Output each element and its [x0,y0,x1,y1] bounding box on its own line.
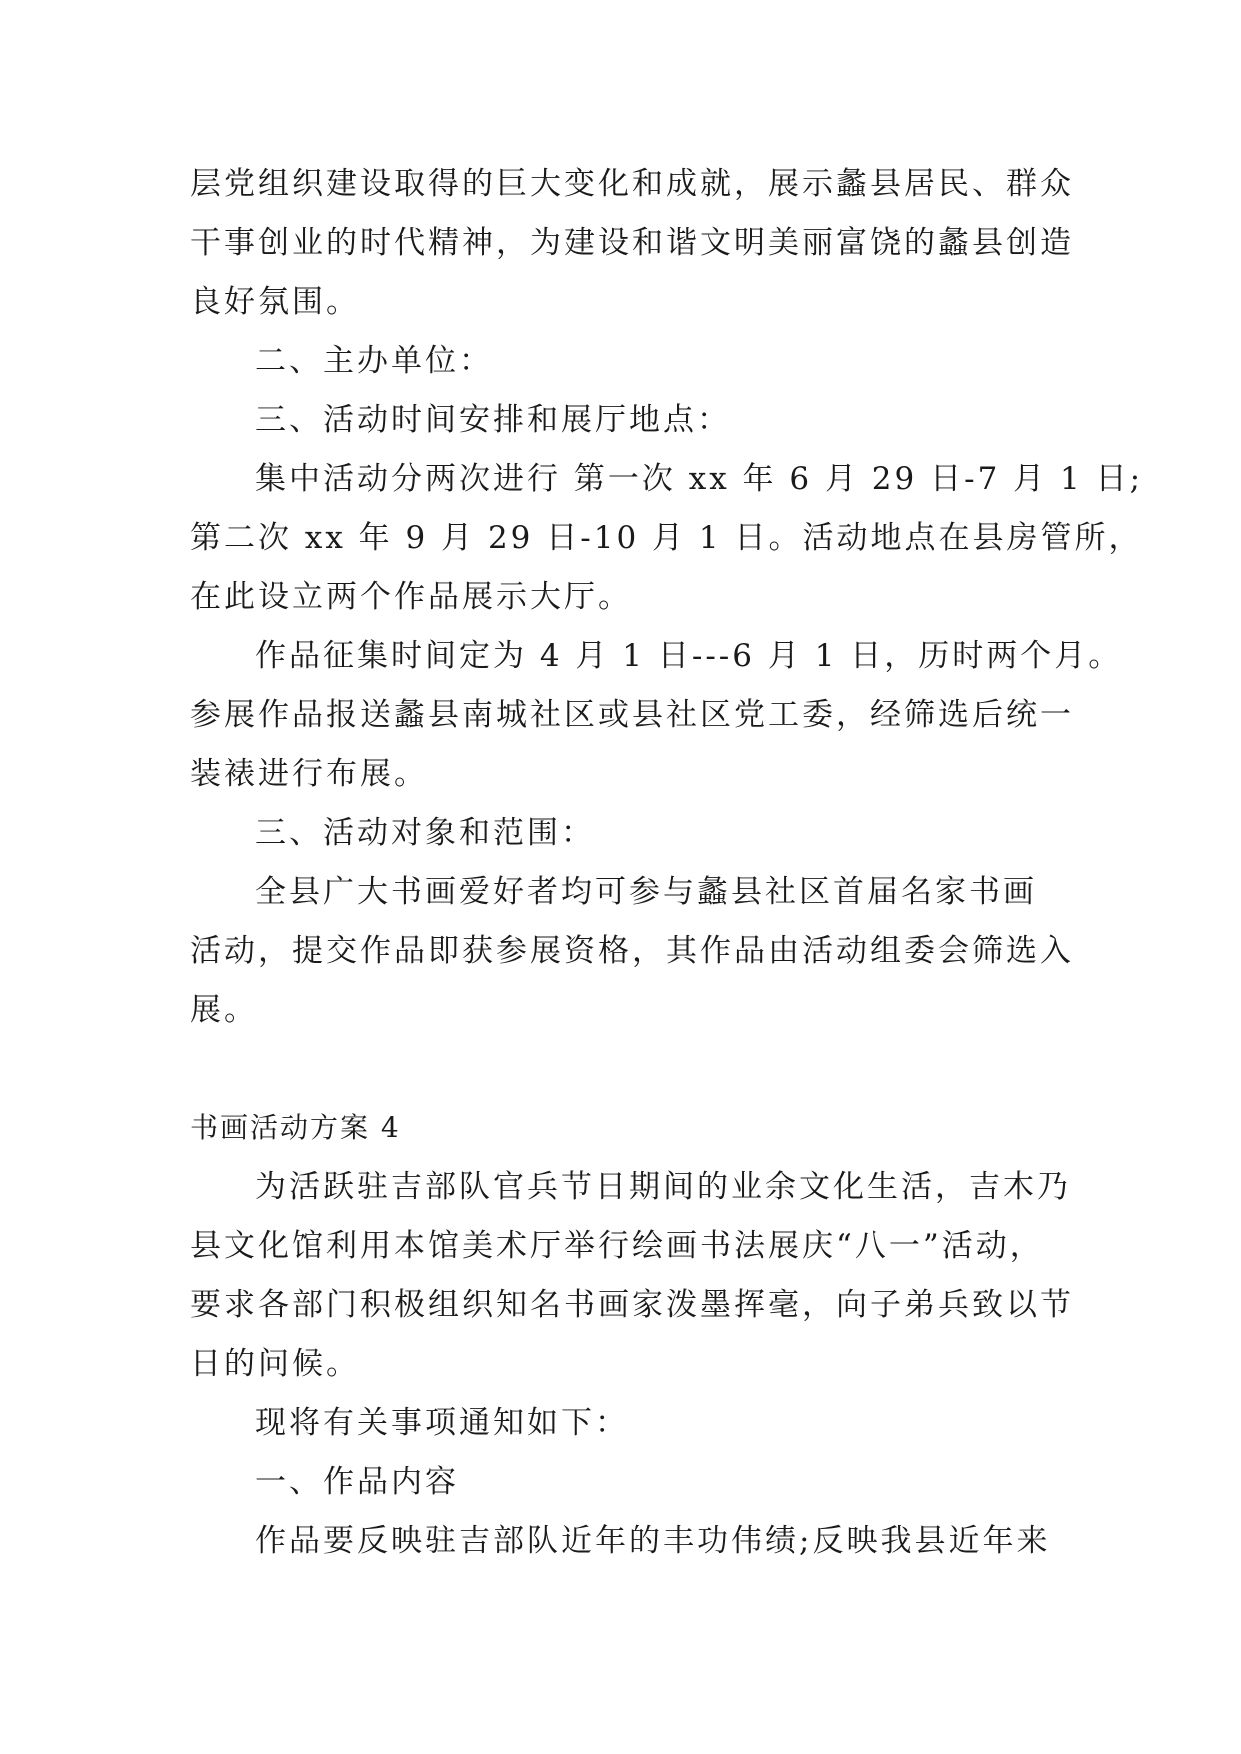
paragraph-line: 第二次 xx 年 9 月 29 日-10 月 1 日。活动地点在县房管所， [190,520,1143,556]
paragraph-line: 参展作品报送蠡县南城社区或县社区党工委，经筛选后统一 [190,697,1074,733]
paragraph-line: 现将有关事项通知如下： [255,1405,629,1441]
section-heading: 三、活动时间安排和展厅地点： [255,402,731,438]
paragraph-line: 集中活动分两次进行 第一次 xx 年 6 月 29 日-7 月 1 日; [255,461,1144,497]
paragraph-line: 全县广大书画爱好者均可参与蠡县社区首届名家书画 [255,874,1037,910]
paragraph-line: 层党组织建设取得的巨大变化和成就，展示蠡县居民、群众 [190,166,1074,202]
paragraph-line: 作品要反映驻吉部队近年的丰功伟绩;反映我县近年来 [255,1523,1051,1559]
paragraph-line: 在此设立两个作品展示大厅。 [190,579,632,615]
paragraph-line: 良好氛围。 [190,284,360,320]
paragraph-line: 干事创业的时代精神，为建设和谐文明美丽富饶的蠡县创造 [190,225,1074,261]
paragraph-line: 展。 [190,992,258,1028]
paragraph-line: 装裱进行布展。 [190,756,428,792]
paragraph-line: 活动，提交作品即获参展资格，其作品由活动组委会筛选入 [190,933,1074,969]
section-heading: 一、作品内容 [255,1464,459,1500]
document-title: 书画活动方案 4 [190,1111,401,1144]
section-heading: 二、主办单位： [255,343,493,379]
paragraph-line: 日的问候。 [190,1346,360,1382]
paragraph-line: 县文化馆利用本馆美术厅举行绘画书法展庆“八一”活动， [190,1228,1044,1264]
paragraph-line: 要求各部门积极组织知名书画家泼墨挥毫，向子弟兵致以节 [190,1287,1074,1323]
paragraph-line: 为活跃驻吉部队官兵节日期间的业余文化生活，吉木乃 [255,1169,1071,1205]
section-heading: 三、活动对象和范围： [255,815,595,851]
paragraph-line: 作品征集时间定为 4 月 1 日---6 月 1 日，历时两个月。 [255,638,1123,674]
